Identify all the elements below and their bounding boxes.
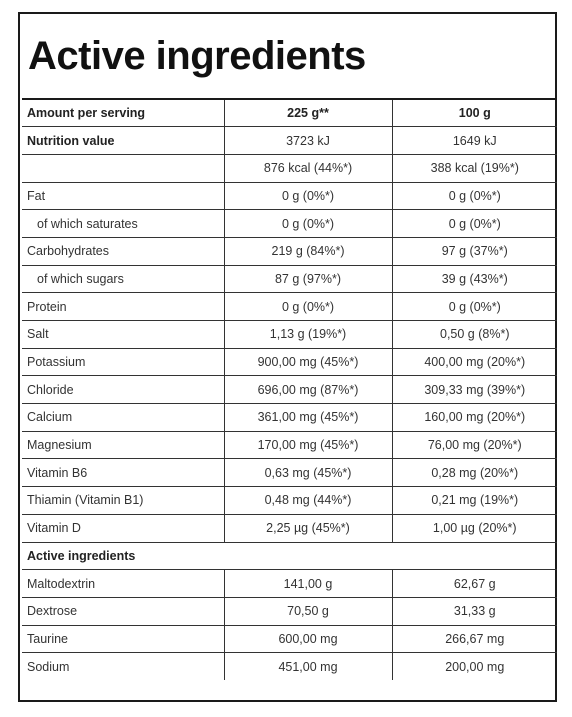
table-row: [22, 431, 557, 459]
row-label: Carbohydrates: [22, 237, 224, 265]
row-label: [22, 154, 224, 182]
row-label: Potassium: [22, 348, 224, 376]
header-per-100g: 100 g: [392, 99, 557, 127]
table-row: [22, 625, 557, 653]
table-row: [22, 514, 557, 542]
row-label: Calcium: [22, 404, 224, 432]
row-label: Sodium: [22, 653, 224, 681]
row-value-serving: 170,00 mg (45%*): [224, 431, 392, 459]
row-value-serving: 219 g (84%*): [224, 237, 392, 265]
table-row: [22, 182, 557, 210]
row-label: Vitamin D: [22, 514, 224, 542]
table-header-row: [22, 99, 557, 127]
table-row: [22, 348, 557, 376]
row-value-100g: 97 g (37%*): [392, 237, 557, 265]
row-value-serving: 600,00 mg: [224, 625, 392, 653]
table-row: [22, 210, 557, 238]
row-value-100g: 0 g (0%*): [392, 293, 557, 321]
row-label: Maltodextrin: [22, 570, 224, 598]
row-value-100g: 160,00 mg (20%*): [392, 404, 557, 432]
table-row: [22, 237, 557, 265]
row-value-100g: 400,00 mg (20%*): [392, 348, 557, 376]
row-label: Fat: [22, 182, 224, 210]
row-label: Thiamin (Vitamin B1): [22, 487, 224, 515]
header-serving: 225 g**: [224, 99, 392, 127]
table-row: [22, 597, 557, 625]
table-row: [22, 570, 557, 598]
table-row: [22, 487, 557, 515]
page-title: Active ingredients: [28, 34, 366, 78]
row-label: Nutrition value: [22, 127, 224, 155]
row-label: of which sugars: [22, 265, 224, 293]
row-value-serving: 0 g (0%*): [224, 293, 392, 321]
row-value-serving: 0,63 mg (45%*): [224, 459, 392, 487]
header-label: Amount per serving: [22, 99, 224, 127]
table-row: [22, 293, 557, 321]
row-label: Chloride: [22, 376, 224, 404]
row-label: Salt: [22, 321, 224, 349]
row-label: Taurine: [22, 625, 224, 653]
row-value-serving: 0,48 mg (44%*): [224, 487, 392, 515]
section-label: Active ingredients: [22, 542, 557, 570]
section-header-row: [22, 542, 557, 570]
row-value-serving: 70,50 g: [224, 597, 392, 625]
row-value-100g: 0,28 mg (20%*): [392, 459, 557, 487]
table-row: [22, 404, 557, 432]
row-value-100g: 1649 kJ: [392, 127, 557, 155]
table-row: [22, 459, 557, 487]
nutrition-table: [22, 98, 557, 680]
row-value-serving: 696,00 mg (87%*): [224, 376, 392, 404]
table-row: [22, 265, 557, 293]
row-value-serving: 0 g (0%*): [224, 210, 392, 238]
row-label: of which saturates: [22, 210, 224, 238]
row-value-100g: 266,67 mg: [392, 625, 557, 653]
table-row: [22, 653, 557, 681]
row-value-100g: 0 g (0%*): [392, 210, 557, 238]
row-value-100g: 309,33 mg (39%*): [392, 376, 557, 404]
row-value-serving: 0 g (0%*): [224, 182, 392, 210]
table-row: [22, 376, 557, 404]
row-value-100g: 39 g (43%*): [392, 265, 557, 293]
row-value-serving: 876 kcal (44%*): [224, 154, 392, 182]
row-value-100g: 31,33 g: [392, 597, 557, 625]
row-value-100g: 0,21 mg (19%*): [392, 487, 557, 515]
row-value-serving: 2,25 µg (45%*): [224, 514, 392, 542]
row-value-serving: 87 g (97%*): [224, 265, 392, 293]
row-value-serving: 1,13 g (19%*): [224, 321, 392, 349]
table-row: [22, 321, 557, 349]
row-value-serving: 361,00 mg (45%*): [224, 404, 392, 432]
row-value-serving: 3723 kJ: [224, 127, 392, 155]
row-value-100g: 0 g (0%*): [392, 182, 557, 210]
row-value-100g: 200,00 mg: [392, 653, 557, 681]
row-value-100g: 76,00 mg (20%*): [392, 431, 557, 459]
row-value-100g: 0,50 g (8%*): [392, 321, 557, 349]
row-value-serving: 451,00 mg: [224, 653, 392, 681]
row-value-100g: 1,00 µg (20%*): [392, 514, 557, 542]
row-value-serving: 141,00 g: [224, 570, 392, 598]
row-label: Protein: [22, 293, 224, 321]
row-label: Vitamin B6: [22, 459, 224, 487]
row-value-100g: 388 kcal (19%*): [392, 154, 557, 182]
row-value-serving: 900,00 mg (45%*): [224, 348, 392, 376]
table-row: [22, 154, 557, 182]
row-label: Magnesium: [22, 431, 224, 459]
table-row: [22, 127, 557, 155]
row-value-100g: 62,67 g: [392, 570, 557, 598]
row-label: Dextrose: [22, 597, 224, 625]
nutrition-panel: [18, 12, 557, 702]
